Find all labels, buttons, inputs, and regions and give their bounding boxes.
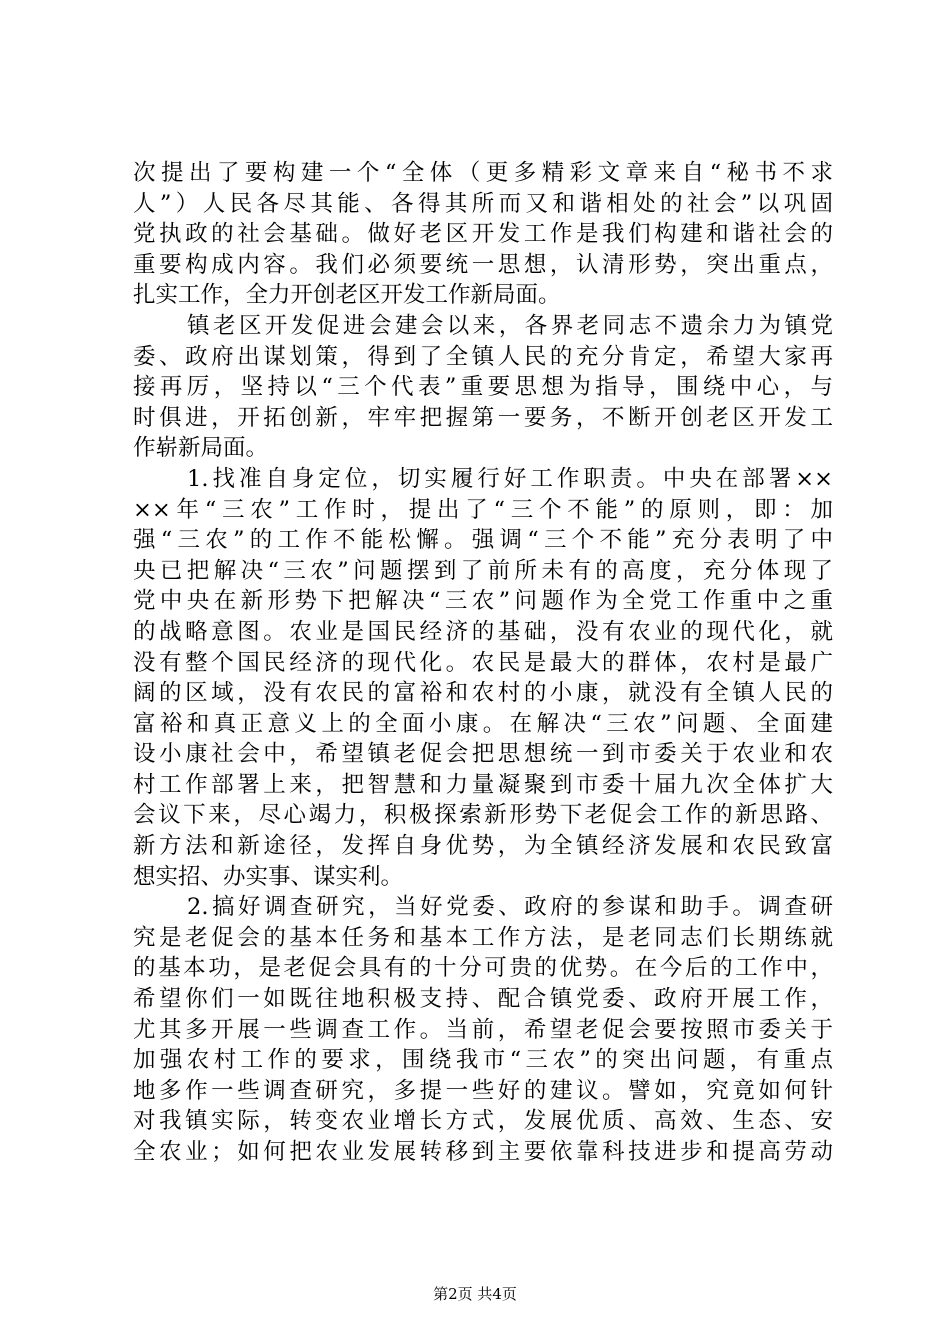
text-line: 的基本功，是老促会具有的十分可贵的优势。在今后的工作中， (133, 955, 833, 982)
text-line: 强“三农”的工作不能松懈。强调“三个不能”充分表明了中 (133, 527, 833, 554)
text-line: 镇老区开发促进会建会以来，各界老同志不遗余力为镇党 (187, 312, 833, 339)
text-line: 村工作部署上来，把智慧和力量凝聚到市委十届九次全体扩大 (133, 771, 833, 798)
text-line: 希望你们一如既往地积极支持、配合镇党委、政府开展工作， (133, 986, 833, 1013)
text-line: 委、政府出谋划策，得到了全镇人民的充分肯定，希望大家再 (133, 343, 833, 370)
text-line: 究是老促会的基本任务和基本工作方法，是老同志们长期练就 (133, 924, 833, 951)
text-line: 的战略意图。农业是国民经济的基础，没有农业的现代化，就 (133, 618, 833, 645)
text-line: 没有整个国民经济的现代化。农民是最大的群体，农村是最广 (133, 649, 833, 676)
text-line: 想实招、办实事、谋实利。 (133, 863, 404, 890)
document-body (133, 158, 833, 1168)
text-line: 设小康社会中，希望镇老促会把思想统一到市委关于农业和农 (133, 741, 833, 768)
text-line: 富裕和真正意义上的全面小康。在解决“三农”问题、全面建 (133, 710, 833, 737)
text-line: 次提出了要构建一个“全体（更多精彩文章来自“秘书不求 (133, 160, 833, 186)
text-line: 党中央在新形势下把解决“三农”问题作为全党工作重中之重 (133, 588, 833, 615)
text-line: 重要构成内容。我们必须要统一思想，认清形势，突出重点， (133, 251, 833, 278)
text-line: 2.搞好调查研究，当好党委、政府的参谋和助手。调查研 (187, 894, 833, 921)
text-line: 新方法和新途径，发挥自身优势，为全镇经济发展和农民致富 (133, 833, 833, 860)
text-line: 对我镇实际，转变农业增长方式，发展优质、高效、生态、安 (133, 1108, 833, 1135)
text-line: 扎实工作，全力开创老区开发工作新局面。 (133, 282, 561, 309)
text-line: 1.找准自身定位，切实履行好工作职责。中央在部署×× (187, 465, 833, 492)
page-number-footer: 第2页 共4页 (433, 1285, 517, 1303)
text-line: 地多作一些调查研究，多提一些好的建议。譬如，究竟如何针 (133, 1077, 833, 1104)
text-line: 央已把解决“三农”问题摆到了前所未有的高度，充分体现了 (133, 557, 833, 584)
text-line: 人”）人民各尽其能、各得其所而又和谐相处的社会”以巩固 (133, 190, 833, 217)
text-line: ××年“三农”工作时，提出了“三个不能”的原则，即：加 (133, 496, 833, 523)
text-line: 阔的区域，没有农民的富裕和农村的小康，就没有全镇人民的 (133, 680, 833, 707)
text-line: 会议下来，尽心竭力，积极探索新形势下老促会工作的新思路、 (133, 802, 833, 829)
text-line: 时俱进，开拓创新，牢牢把握第一要务，不断开创老区开发工 (133, 404, 833, 431)
text-line: 尤其多开展一些调查工作。当前，希望老促会要按照市委关于 (133, 1016, 833, 1043)
text-line: 党执政的社会基础。做好老区开发工作是我们构建和谐社会的 (133, 221, 833, 248)
text-line: 接再厉，坚持以“三个代表”重要思想为指导，围绕中心，与 (133, 374, 833, 401)
text-line: 加强农村工作的要求，围绕我市“三农”的突出问题，有重点 (133, 1047, 833, 1074)
text-line: 全农业；如何把农业发展转移到主要依靠科技进步和提高劳动 (133, 1139, 833, 1165)
text-line: 作崭新局面。 (133, 435, 269, 462)
